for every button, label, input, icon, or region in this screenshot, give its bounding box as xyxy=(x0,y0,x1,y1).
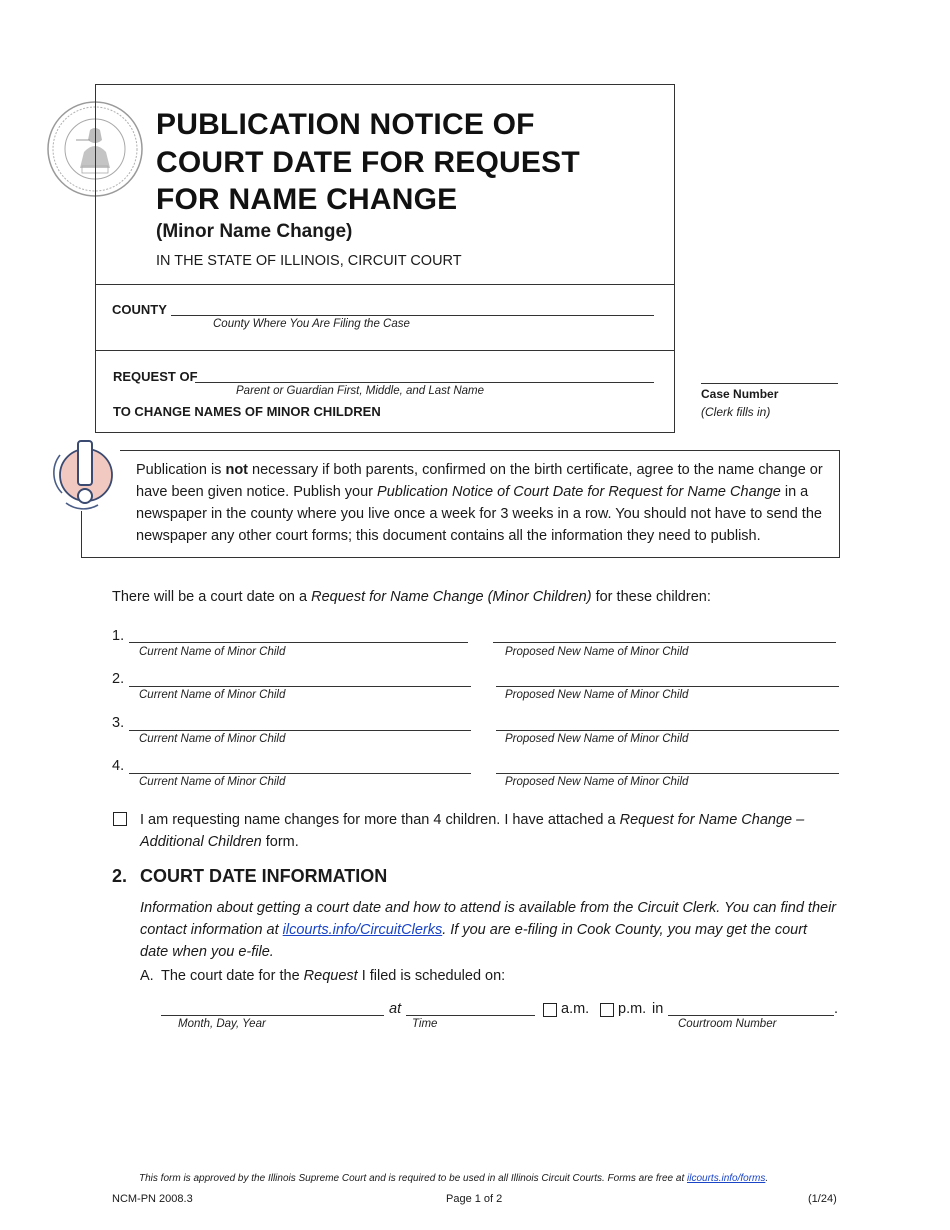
parent-name-input[interactable] xyxy=(195,382,654,383)
section-number: 2. xyxy=(112,866,128,886)
courtroom-sublabel: Courtroom Number xyxy=(678,1018,777,1030)
more-children-text: I am requesting name changes for more than 4 children. I have attached a Request for Name Change – Additional Children form. xyxy=(140,812,805,850)
court-date-input[interactable] xyxy=(161,1015,384,1016)
pm-checkbox[interactable] xyxy=(600,1003,614,1017)
state-line: IN THE STATE OF ILLINOIS, CIRCUIT COURT xyxy=(156,253,462,269)
circuit-clerks-link[interactable]: ilcourts.info/CircuitClerks xyxy=(282,922,443,938)
more-children-checkbox[interactable] xyxy=(113,812,127,826)
current-name-sublabel: Current Name of Minor Child xyxy=(139,733,286,745)
title-line-3: FOR NAME CHANGE xyxy=(156,183,458,216)
at-label: at xyxy=(389,1001,402,1017)
county-label: COUNTY xyxy=(112,302,167,317)
child-number: 3. xyxy=(112,715,125,731)
current-name-input-1[interactable] xyxy=(129,642,468,643)
title-line-2: COURT DATE FOR REQUEST xyxy=(156,145,580,179)
current-name-input-4[interactable] xyxy=(129,773,471,774)
notice-text: Publication is not necessary if both parents, confirmed on the birth certificate, agree to the name change or have been given notice. Publish your Publication Notice of Court Date for Request for Name Change in a newspaper in the county where you live once a week for 3 weeks in a row. You should not have to send the newspaper any other court forms; this document contains all the information they need to publish. xyxy=(136,462,823,544)
form-version: (1/24) xyxy=(808,1193,837,1205)
proposed-name-input-2[interactable] xyxy=(496,686,839,687)
children-intro: There will be a court date on a Request for Name Change (Minor Children) for these children: xyxy=(112,589,711,605)
proposed-name-sublabel: Proposed New Name of Minor Child xyxy=(505,733,689,745)
proposed-name-input-4[interactable] xyxy=(496,773,839,774)
current-name-sublabel: Current Name of Minor Child xyxy=(139,689,286,701)
courtroom-input[interactable] xyxy=(668,1015,834,1016)
to-change-label: TO CHANGE NAMES OF MINOR CHILDREN xyxy=(113,404,381,419)
form-id: NCM-PN 2008.3 xyxy=(112,1193,193,1205)
court-time-sublabel: Time xyxy=(412,1018,438,1030)
case-number-sublabel: (Clerk fills in) xyxy=(701,405,771,419)
court-time-input[interactable] xyxy=(406,1015,535,1016)
county-sublabel: County Where You Are Filing the Case xyxy=(213,318,410,330)
alert-icon xyxy=(50,437,120,511)
proposed-name-input-3[interactable] xyxy=(496,730,839,731)
in-label: in xyxy=(652,1001,664,1017)
proposed-name-sublabel: Proposed New Name of Minor Child xyxy=(505,646,689,658)
proposed-name-sublabel: Proposed New Name of Minor Child xyxy=(505,689,689,701)
request-of-label: REQUEST OF xyxy=(113,369,198,384)
current-name-input-2[interactable] xyxy=(129,686,471,687)
page-number: Page 1 of 2 xyxy=(446,1193,503,1205)
current-name-input-3[interactable] xyxy=(129,730,471,731)
am-checkbox[interactable] xyxy=(543,1003,557,1017)
child-number: 2. xyxy=(112,671,125,687)
proposed-name-sublabel: Proposed New Name of Minor Child xyxy=(505,776,689,788)
form-title xyxy=(156,106,580,219)
item-a-label: A. xyxy=(140,968,154,984)
section-heading: COURT DATE INFORMATION xyxy=(140,866,388,886)
forms-link[interactable]: ilcourts.info/forms xyxy=(687,1173,766,1184)
parent-name-sublabel: Parent or Guardian First, Middle, and Last Name xyxy=(236,385,485,397)
title-line-1: PUBLICATION NOTICE OF xyxy=(156,108,535,141)
period: . xyxy=(834,1001,839,1017)
court-date-sublabel: Month, Day, Year xyxy=(178,1018,266,1030)
current-name-sublabel: Current Name of Minor Child xyxy=(139,776,286,788)
approval-text: This form is approved by the Illinois Supreme Court and is required to be used in all Illinois Circuit Courts. Forms are free at ilcourts.info/forms. xyxy=(139,1173,769,1184)
current-name-sublabel: Current Name of Minor Child xyxy=(139,646,286,658)
proposed-name-input-1[interactable] xyxy=(493,642,836,643)
county-input[interactable] xyxy=(171,315,654,316)
child-number: 1. xyxy=(112,628,125,644)
am-label: a.m. xyxy=(561,1001,590,1017)
case-number-input[interactable] xyxy=(701,383,838,384)
form-subtitle: (Minor Name Change) xyxy=(156,221,353,242)
court-info-text: Information about getting a court date and how to attend is available from the Circuit Clerk. You can find their contact information at ilcourts.info/CircuitClerks. If you are e-filing in Cook County, you may get the court date when you e-file. xyxy=(140,900,837,960)
item-a-text: The court date for the Request I filed is scheduled on: xyxy=(161,968,506,984)
pm-label: p.m. xyxy=(618,1001,647,1017)
case-number-label: Case Number xyxy=(701,387,779,401)
child-number: 4. xyxy=(112,758,125,774)
